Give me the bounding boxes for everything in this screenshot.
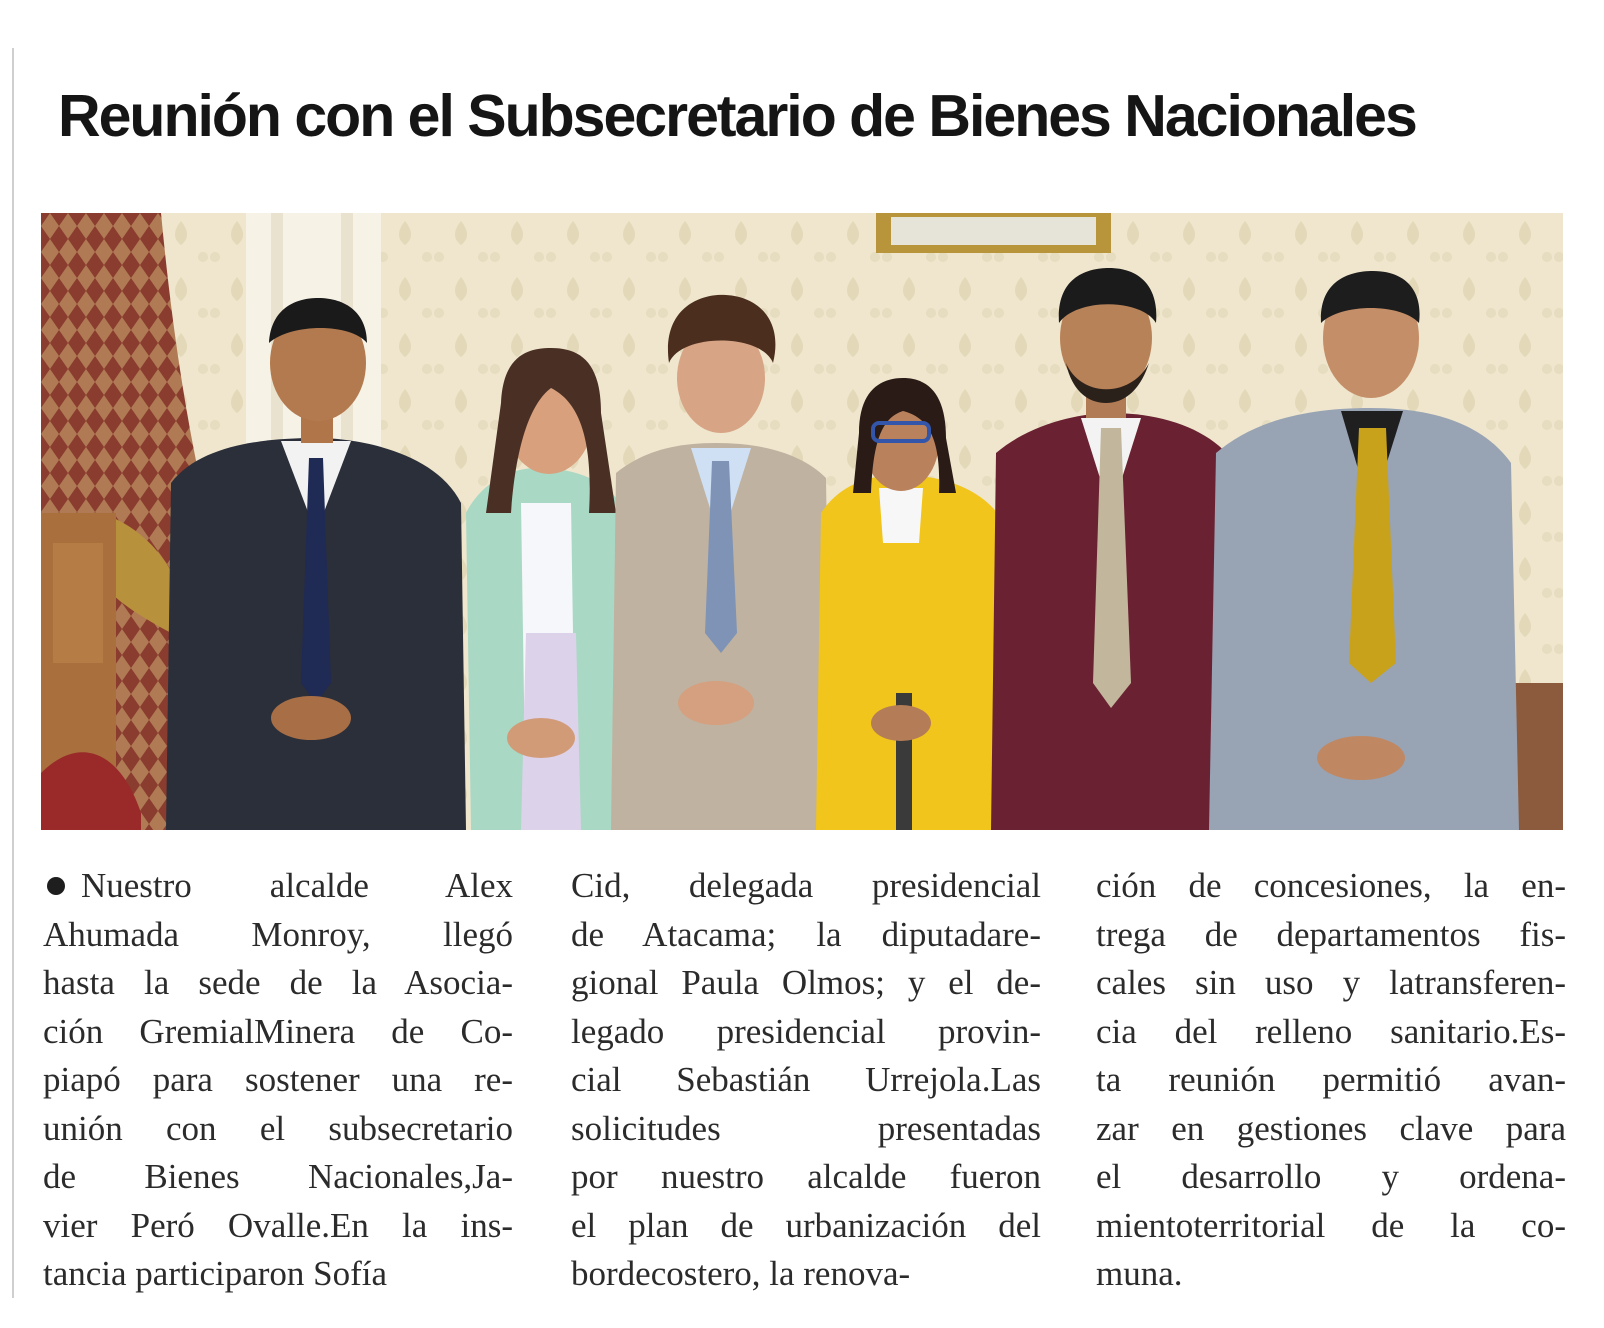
article-column-2 bbox=[571, 862, 1041, 1299]
text-line: de Bienes Nacionales,Ja- bbox=[43, 1157, 513, 1196]
text-line: cial Sebastián Urrejola.Las bbox=[571, 1060, 1041, 1099]
article-headline: Reunión con el Subsecretario de Bienes Nacionales bbox=[58, 82, 1416, 149]
text-line: Cid, delegada presidencial bbox=[571, 866, 1041, 905]
text-line: ción de concesiones, la en- bbox=[1096, 866, 1566, 905]
text-line: legado presidencial provin- bbox=[571, 1011, 1041, 1051]
text-line: por nuestro alcalde fueron bbox=[571, 1157, 1041, 1196]
text-line: unión con el subsecretario bbox=[43, 1108, 513, 1148]
text-line: vier Peró Ovalle.En la ins- bbox=[43, 1205, 513, 1245]
text-line: mientoterritorial de la co- bbox=[1096, 1205, 1566, 1245]
article-photo bbox=[41, 213, 1563, 830]
text-line: ta reunión permitió avan- bbox=[1096, 1060, 1566, 1099]
group-photo-icon bbox=[41, 213, 1563, 830]
text-line: el plan de urbanización del bbox=[571, 1205, 1041, 1245]
text-line: piapó para sostener una re- bbox=[43, 1060, 513, 1099]
text-line: zar en gestiones clave para bbox=[1096, 1108, 1566, 1148]
bullet-icon bbox=[47, 877, 65, 895]
page-margin-rule bbox=[12, 48, 14, 1298]
text-line: Nuestro alcalde Alex bbox=[43, 862, 513, 911]
text-line: el desarrollo y ordena- bbox=[1096, 1157, 1566, 1196]
text-line: gional Paula Olmos; y el de- bbox=[571, 963, 1041, 1002]
text-line: solicitudes presentadas bbox=[571, 1108, 1041, 1148]
text-line: cia del relleno sanitario.Es- bbox=[1096, 1011, 1566, 1051]
text-line: hasta la sede de la Asocia- bbox=[43, 963, 513, 1002]
article-column-1 bbox=[43, 862, 513, 1299]
text-line: ción GremialMinera de Co- bbox=[43, 1011, 513, 1051]
text-line: tancia participaron Sofía bbox=[43, 1254, 388, 1293]
article-column-3 bbox=[1096, 862, 1566, 1299]
text-line: Ahumada Monroy, llegó bbox=[43, 914, 513, 954]
text-line: cales sin uso y latransferen- bbox=[1096, 963, 1566, 1002]
text-line: muna. bbox=[1096, 1254, 1183, 1293]
text-line: de Atacama; la diputadare- bbox=[571, 914, 1041, 954]
text-line: bordecostero, la renova- bbox=[571, 1254, 911, 1293]
text-line: trega de departamentos fis- bbox=[1096, 914, 1566, 954]
